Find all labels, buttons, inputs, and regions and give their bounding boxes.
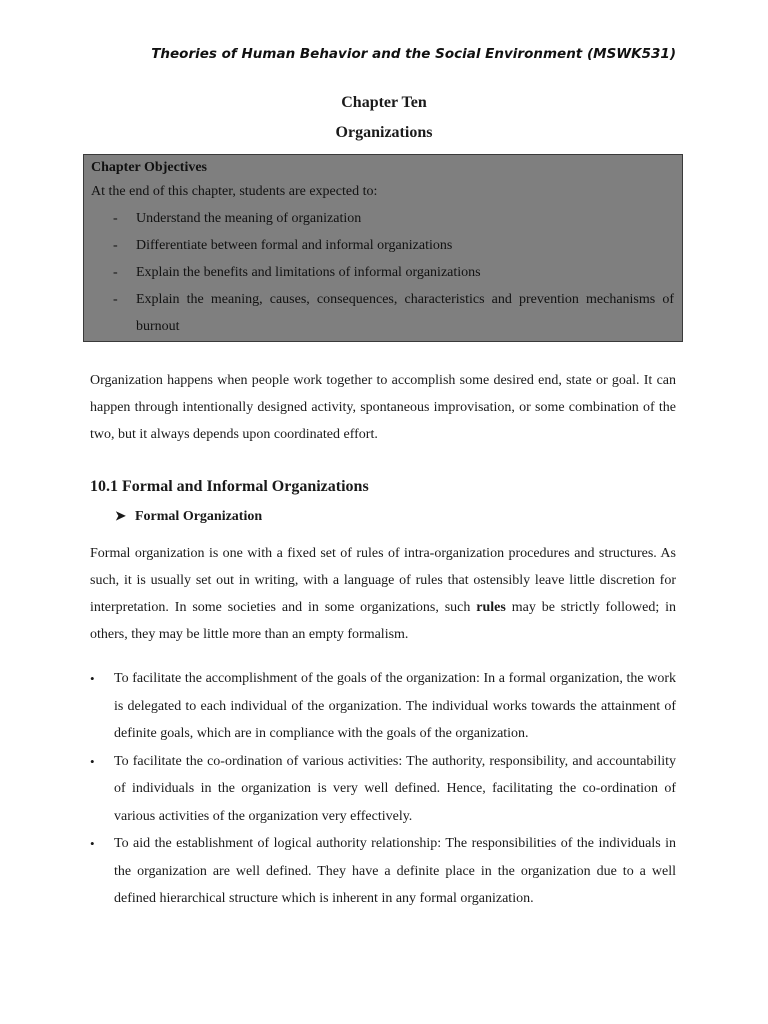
- objective-item: [91, 259, 674, 286]
- objective-text: Understand the meaning of organization: [136, 211, 362, 226]
- chapter-objectives-box: [83, 154, 683, 342]
- bullet-icon: •: [90, 753, 95, 769]
- section-heading: 10.1 Formal and Informal Organizations: [90, 478, 369, 495]
- objectives-intro: At the end of this chapter, students are expected to:: [91, 184, 378, 199]
- dash-icon: -: [113, 265, 118, 280]
- objective-text: Explain the benefits and limitations of informal organizations: [136, 265, 481, 280]
- objective-item: [91, 205, 674, 232]
- intro-paragraph: Organization happens when people work together to accomplish some desired end, state or goal. It can happen through intentionally designed activity, spontaneous improvisation, or some combination of the two, but it always depends upon coordinated effort.: [90, 373, 676, 442]
- bullet-icon: •: [90, 836, 95, 851]
- dash-icon: -: [113, 292, 118, 307]
- dash-icon: -: [113, 238, 118, 253]
- list-item-text: To aid the establishment of logical authority relationship: The responsibilities of the individuals in the organization are well defined. They have a definite place in the organization due to a well defined hierarchical structure which is inherent in any formal organization.: [114, 836, 676, 906]
- list-item: [90, 665, 676, 748]
- running-header: Theories of Human Behavior and the Social Environment (MSWK531): [151, 46, 676, 62]
- objective-text: Differentiate between formal and informal organizations: [136, 238, 453, 253]
- sub-heading-text: Formal Organization: [135, 509, 263, 524]
- sub-heading: [115, 508, 262, 525]
- list-item-text: To facilitate the co-ordination of various activities: The authority, responsibility, and accountability of individuals in the organization is very well defined. Hence, facilitating the co-ordination of various activities of the organization very effectively.: [114, 753, 676, 824]
- bullet-icon: •: [90, 671, 95, 686]
- objectives-heading: Chapter Objectives: [91, 160, 207, 175]
- paragraph-bold-term: rules: [476, 600, 506, 615]
- list-item-text: To facilitate the accomplishment of the goals of the organization: In a formal organization, the work is delegated to each individual of the organization. The individual works towards the attainment of definite goals, which are in compliance with the goals of the organization.: [114, 671, 676, 741]
- objective-text: Explain the meaning, causes, consequences, characteristics and prevention mechanisms of burnout: [136, 292, 674, 334]
- objectives-list: [91, 205, 674, 340]
- chapter-subtitle: Organizations: [335, 124, 433, 141]
- list-item: [90, 748, 676, 831]
- objective-item: [91, 286, 674, 340]
- formal-organization-paragraph: [90, 540, 676, 648]
- chapter-title: Chapter Ten: [341, 94, 427, 111]
- paragraph-text: Formal organization is one with a fixed set of rules of intra-organization procedures and structures. As such, it is usually set out in writing, with a language of rules that ostensibly leave little discretion for interpretation. In some societies and in some organizations, such: [90, 546, 676, 615]
- arrow-icon: ➤: [115, 508, 126, 523]
- objective-item: [91, 232, 674, 259]
- dash-icon: -: [113, 211, 118, 226]
- purpose-bullet-list: [90, 665, 676, 913]
- list-item: [90, 830, 676, 913]
- paragraph-text: may be strictly followed; in others, they may be little more than an empty formalism.: [90, 600, 676, 642]
